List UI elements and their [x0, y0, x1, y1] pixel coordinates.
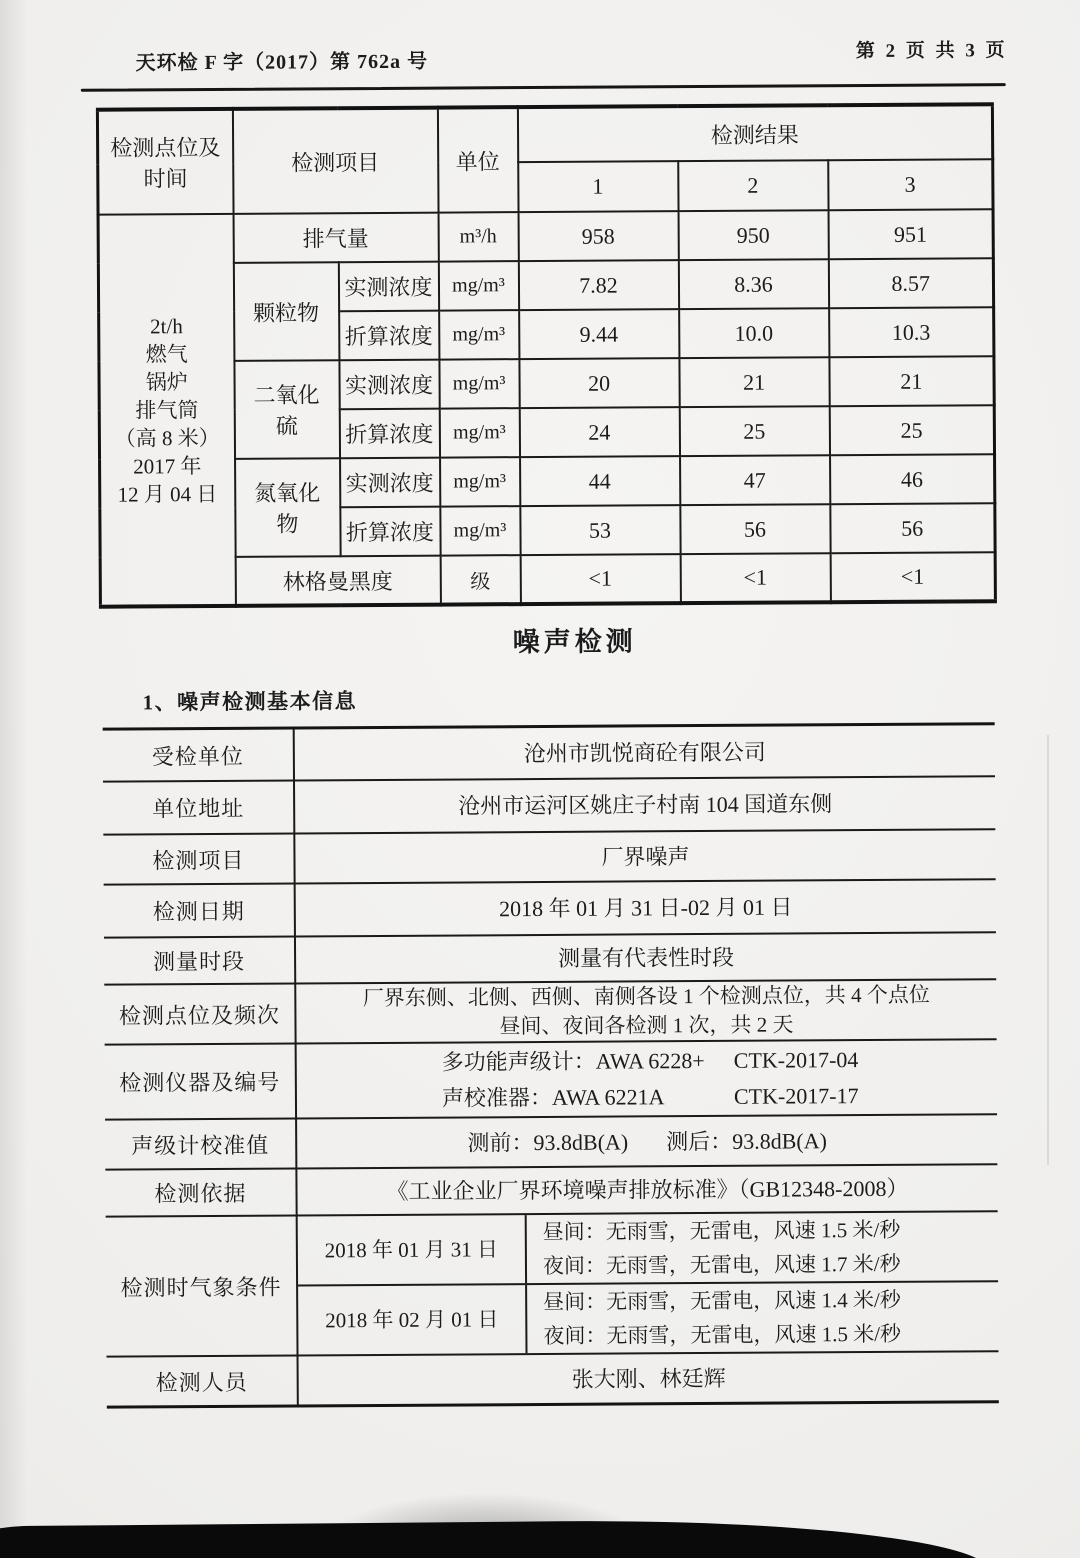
weather-cell — [296, 1212, 999, 1354]
label-cell: 检测依据 — [154, 1180, 247, 1207]
table-row — [98, 258, 993, 312]
sub-item-cell: 折算浓度 — [339, 311, 439, 361]
sample-location-cell: 2t/h 燃气 锅炉 排气筒 （高 8 米） 2017 年 12 月 04 日 — [98, 214, 235, 607]
emission-results-table — [96, 102, 997, 608]
calibration-cell — [295, 1115, 997, 1167]
table-row — [103, 777, 995, 835]
label-cell: 检测项目 — [152, 847, 245, 873]
table-row — [100, 552, 995, 606]
table-row — [98, 209, 993, 263]
value-cell: 25 — [829, 405, 994, 455]
weather-sub-row — [298, 1212, 998, 1286]
result-col-3: 3 — [828, 159, 993, 210]
table-row — [99, 356, 994, 410]
unit-cell: mg/m³ — [439, 310, 519, 359]
page-header — [136, 41, 1008, 75]
instrument-name: 多功能声级计：AWA 6228+ — [441, 1047, 705, 1075]
value-cell: 7.82 — [518, 260, 678, 310]
sub-item-cell: 实测浓度 — [340, 458, 440, 508]
section-subtitle: 1、噪声检测基本信息 — [142, 689, 358, 715]
value-cell: 厂界东侧、北侧、西侧、南侧各设 1 个检测点位，共 4 个点位 昼间、夜间各检测 1 次，共 2 天 — [294, 980, 996, 1042]
value-cell: 24 — [519, 407, 679, 457]
value-cell: 950 — [678, 210, 828, 260]
weather-conditions: 昼间：无雨雪，无雷电，风速 1.5 米/秒 夜间：无雨雪，无雷电，风速 1.7 米/秒 — [525, 1212, 998, 1283]
unit-cell: 级 — [440, 555, 520, 604]
instrument-code: CTK-2017-17 — [733, 1083, 859, 1110]
table-row — [103, 725, 995, 782]
label-cell: 受检单位 — [151, 743, 244, 769]
sub-item-cell: 折算浓度 — [339, 409, 439, 459]
value-cell: 951 — [828, 209, 993, 259]
value-cell: 25 — [679, 406, 829, 456]
unit-cell: mg/m³ — [439, 359, 519, 408]
value-cell: 56 — [830, 503, 995, 553]
value-cell: 沧州市凯悦商砼有限公司 — [293, 725, 995, 779]
unit-cell: mg/m³ — [440, 506, 520, 555]
value-cell: 沧州市运河区姚庄子村南 104 国道东侧 — [293, 777, 995, 832]
header-divider — [81, 83, 1006, 91]
table-row — [105, 1115, 997, 1170]
value-cell: 56 — [680, 504, 830, 554]
value-cell: 厂界噪声 — [293, 830, 995, 882]
item-cell: 排气量 — [233, 213, 438, 263]
value-cell: 53 — [520, 505, 680, 555]
value-cell: 张大刚、林廷辉 — [297, 1352, 999, 1404]
item-group-cell: 氮氧化 物 — [235, 458, 341, 557]
table-row — [104, 880, 996, 938]
label-cell: 测量时段 — [153, 948, 246, 975]
table-row — [104, 980, 996, 1045]
col-header-result: 检测结果 — [517, 104, 992, 162]
value-cell: 44 — [520, 456, 680, 506]
value-cell: 10.0 — [679, 308, 829, 358]
value-cell: 测量有代表性时段 — [294, 933, 996, 982]
label-cell: 检测时气象条件 — [120, 1274, 282, 1301]
table-row — [104, 933, 996, 985]
value-cell: 46 — [830, 454, 995, 504]
sub-item-cell: 折算浓度 — [340, 507, 440, 557]
weather-date: 2018 年 01 月 31 日 — [324, 1236, 499, 1262]
col-header-unit: 单位 — [437, 107, 518, 212]
weather-conditions: 昼间：无雨雪，无雷电，风速 1.4 米/秒 夜间：无雨雪，无雷电，风速 1.5 米/秒 — [525, 1282, 998, 1353]
instrument-name: 声校准器：AWA 6221A — [441, 1084, 665, 1111]
label-cell: 检测点位及频次 — [118, 1002, 281, 1029]
table-row — [105, 1165, 997, 1217]
table-header-row — [97, 104, 992, 164]
item-group-cell: 二氧化 硫 — [234, 360, 340, 459]
unit-cell: mg/m³ — [438, 261, 518, 310]
value-cell: 《工业企业厂界环境噪声排放标准》（GB12348-2008） — [295, 1165, 997, 1214]
value-cell: 2018 年 01 月 31 日-02 月 01 日 — [294, 880, 996, 935]
weather-date: 2018 年 02 月 01 日 — [325, 1306, 499, 1332]
doc-number: 天环检 F 字（2017）第 762a 号 — [135, 50, 429, 75]
value-cell: 8.36 — [678, 259, 828, 309]
value-cell: 10.3 — [829, 307, 994, 357]
section-title: 噪声检测 — [512, 626, 637, 658]
unit-cell: mg/m³ — [440, 457, 520, 506]
sub-item-cell: 实测浓度 — [339, 360, 439, 410]
label-cell: 声级计校准值 — [131, 1132, 270, 1159]
value-cell: 958 — [518, 211, 678, 261]
paper-edge-line — [1047, 735, 1049, 1165]
label-cell: 单位地址 — [152, 795, 245, 822]
value-cell: 21 — [829, 356, 994, 406]
result-col-1: 1 — [518, 161, 678, 212]
sub-item-cell: 实测浓度 — [338, 262, 438, 312]
instrument-code: CTK-2017-04 — [733, 1046, 859, 1073]
value-cell: 9.44 — [519, 309, 679, 359]
weather-sub-row — [298, 1282, 998, 1354]
col-header-item: 检测项目 — [232, 108, 438, 214]
value-cell: 21 — [679, 357, 829, 407]
label-cell: 检测日期 — [152, 898, 245, 925]
table-row — [103, 830, 995, 885]
table-row — [105, 1040, 997, 1120]
col-header-location: 检测点位及 时间 — [97, 109, 233, 215]
instrument-line — [297, 1040, 997, 1081]
value-cell: 20 — [519, 358, 679, 408]
noise-info-table — [103, 722, 999, 1408]
page-number: 第 2 页 共 3 页 — [855, 40, 1008, 63]
label-cell: 检测仪器及编号 — [119, 1069, 281, 1096]
table-row — [107, 1352, 999, 1405]
table-row — [106, 1212, 999, 1357]
value-cell: <1 — [830, 552, 995, 602]
item-group-cell: 颗粒物 — [233, 262, 339, 361]
result-col-2: 2 — [678, 160, 828, 211]
calibration-after: 测后：93.8dB(A) — [666, 1127, 828, 1154]
instrument-line — [297, 1077, 997, 1118]
unit-cell: mg/m³ — [439, 408, 519, 457]
label-cell: 检测人员 — [155, 1369, 248, 1395]
unit-cell: m³/h — [438, 212, 518, 261]
value-cell: 8.57 — [828, 258, 993, 308]
value-cell: <1 — [520, 554, 680, 604]
instruments-cell — [295, 1040, 997, 1117]
value-cell: <1 — [680, 553, 830, 603]
calibration-before: 测前：93.8dB(A) — [467, 1128, 629, 1155]
value-cell: 47 — [680, 455, 830, 505]
item-cell: 林格曼黑度 — [235, 556, 440, 606]
table-row — [100, 454, 995, 508]
